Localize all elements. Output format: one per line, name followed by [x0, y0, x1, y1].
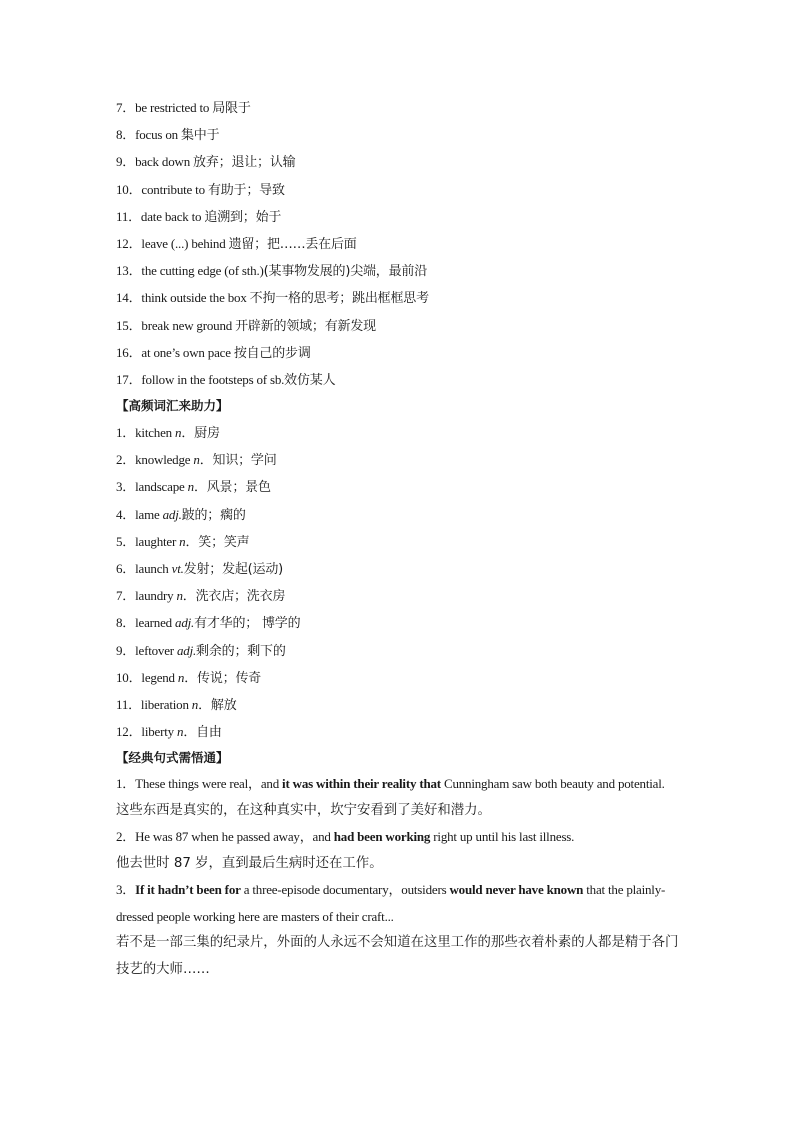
list-item: 10．contribute to 有助于；导致 — [116, 181, 285, 198]
list-item: 12．leave (...) behind 遗留；把……丢在后面 — [116, 235, 357, 252]
sentence-chinese: 这些东西是真实的，在这种真实中，坎宁安看到了美好和潜力。 — [116, 802, 491, 818]
list-item: 13．the cutting edge (of sth.)(某事物发展的)尖端，最前沿 — [116, 263, 428, 280]
list-item: 15．break new ground 开辟新的领域；有新发现 — [116, 317, 376, 334]
list-item: 7．be restricted to 局限于 — [116, 100, 251, 116]
section-heading-vocab: 【高频词汇来助力】 — [116, 398, 229, 414]
list-item: 2．knowledge n．知识；学问 — [116, 452, 277, 469]
list-item: 10．legend n．传说；传奇 — [116, 669, 262, 686]
list-item: 8．focus on 集中于 — [116, 127, 220, 144]
list-item: 14．think outside the box 不拘一格的思考；跳出框框思考 — [116, 290, 429, 307]
list-item: 9．leftover adj.剩余的；剩下的 — [116, 642, 286, 659]
list-item: 11．date back to 追溯到；始于 — [116, 208, 282, 225]
document-page — [116, 94, 686, 983]
list-item: 11．liberation n．解放 — [116, 696, 237, 713]
sentence-chinese: 若不是一部三集的纪录片，外面的人永远不会知道在这里工作的那些衣着朴素的人都是精于各门技艺的大师…… — [116, 935, 679, 977]
list-item: 12．liberty n．自由 — [116, 724, 222, 741]
vocab-list — [116, 419, 686, 745]
list-item: 17．follow in the footsteps of sb.效仿某人 — [116, 371, 336, 388]
list-item: 8．learned adj.有才华的； 博学的 — [116, 615, 301, 632]
list-item: 7．laundry n．洗衣店；洗衣房 — [116, 588, 286, 605]
list-item: 5．laughter n．笑；笑声 — [116, 533, 250, 550]
sentence-chinese: 他去世时 87 岁，直到最后生病时还在工作。 — [116, 855, 383, 871]
phrase-list — [116, 94, 686, 393]
list-item: 9．back down 放弃；退让；认输 — [116, 154, 296, 171]
sentence-list — [116, 771, 686, 983]
list-item: 16．at one’s own pace 按自己的步调 — [116, 344, 311, 361]
section-heading-sentences: 【经典句式需悟通】 — [116, 750, 229, 766]
list-item: 6．launch vt.发射；发起(运动) — [116, 561, 284, 577]
sentence-english: 1．These things were real，and it was within their reality that Cunningham saw both beauty and potential. — [116, 776, 665, 792]
list-item: 4．lame adj.跛的；瘸的 — [116, 506, 246, 523]
sentence-english: 3．If it hadn’t been for a three-episode documentary，outsiders would never have known that the plainly-dressed people working here are masters of their craft... — [116, 882, 666, 924]
list-item: 3．landscape n．风景；景色 — [116, 479, 271, 496]
list-item: 1．kitchen n．厨房 — [116, 425, 220, 442]
sentence-english: 2．He was 87 when he passed away，and had been working right up until his last illness. — [116, 829, 575, 845]
